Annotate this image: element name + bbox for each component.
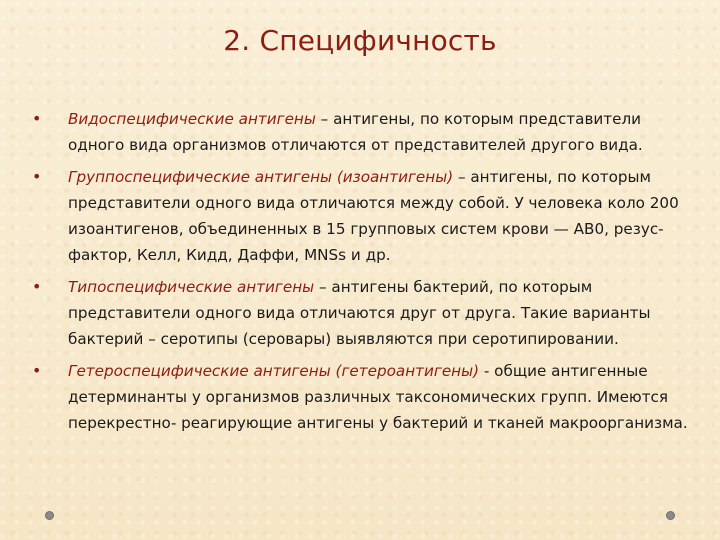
term-label: Гетероспецифические антигены (гетероантигены): [68, 362, 480, 380]
definition-text: – антигены бактерий, по которым представители одного вида отличаются друг от друга. Такие варианты бактерий – серотипы (серовары) выявляются при серотипировании.: [68, 278, 651, 348]
bullet-icon: •: [32, 109, 42, 128]
list-item-text: [68, 106, 692, 158]
list-item: [32, 358, 692, 436]
term-label: Группоспецифические антигены (изоантигены): [68, 168, 454, 186]
bullet-list: [32, 106, 692, 442]
list-item-text: [68, 164, 692, 268]
list-item-text: [68, 274, 692, 352]
term-label: Видоспецифические антигены: [68, 110, 316, 128]
definition-text: – антигены, по которым представители одного вида отличаются между собой. У человека коло 200 изоантигенов, объединенных в 15 групповых систем крови — АВ0, резус-фактор, Келл, Кидд, Даффи, MNSs и др.: [68, 168, 679, 264]
slide-title: 2. Специфичность: [223, 24, 497, 57]
bullet-icon: •: [32, 361, 42, 380]
bullet-icon: •: [32, 277, 42, 296]
term-label: Типоспецифические антигены: [68, 278, 315, 296]
bullet-icon: •: [32, 167, 42, 186]
list-item: [32, 106, 692, 158]
corner-dot-icon: [45, 511, 54, 520]
list-item: [32, 164, 692, 268]
corner-dot-icon: [666, 511, 675, 520]
list-item-text: [68, 358, 692, 436]
list-item: [32, 274, 692, 352]
definition-text: - общие антигенные детерминанты у организмов различных таксономических групп. Имеются перекрестно- реагирующие антигены у бактерий и тканей макроорганизма.: [68, 362, 688, 432]
definition-text: – антигены, по которым представители одного вида организмов отличаются от представителей другого вида.: [68, 110, 643, 154]
